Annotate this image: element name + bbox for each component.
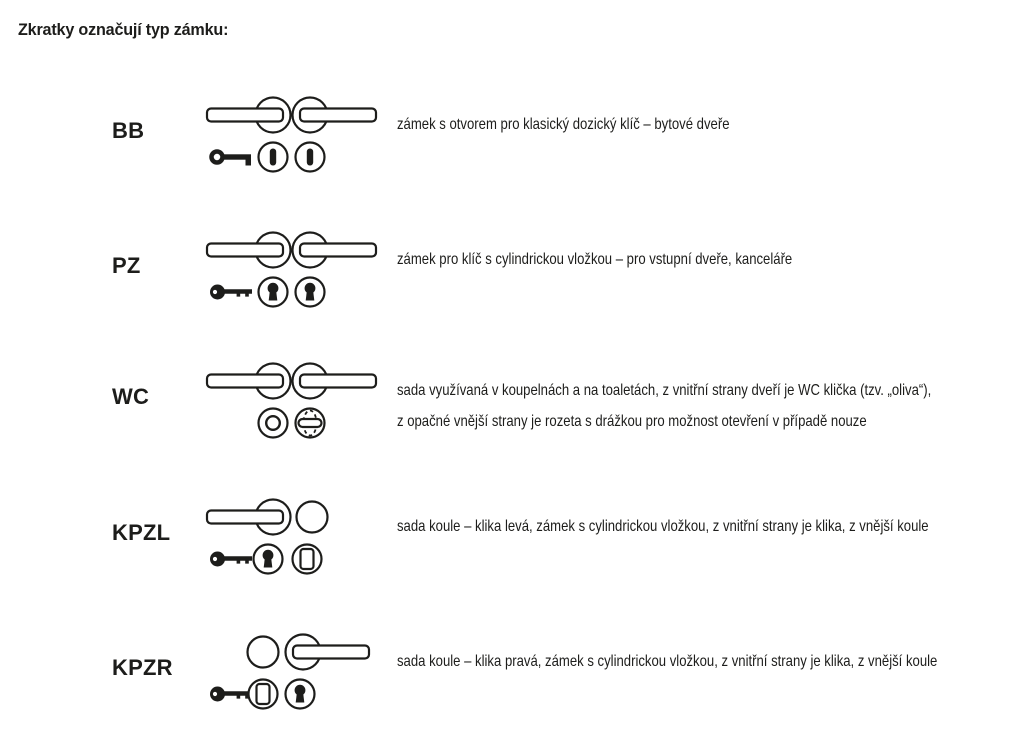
lock-code-wc: WC <box>112 384 150 409</box>
knob-icon <box>248 637 279 668</box>
left-lever-handle-icon <box>207 233 291 268</box>
cylinder-key-icon <box>210 285 252 300</box>
lock-code-kpzl: KPZL <box>112 520 171 545</box>
lock-description <box>397 511 1011 542</box>
right-lever-handle-icon <box>293 233 377 268</box>
pz-keyhole-rosette-icon <box>296 278 325 307</box>
description-line: z opačné vnější strany je rozeta s drážkou pro možnost otevření v případě nouze <box>397 413 867 430</box>
cylinder-rosette-icon <box>249 680 278 709</box>
description-line: sada koule – klika levá, zámek s cylindrickou vložkou, z vnitřní strany je klika, z vnější koule <box>397 518 929 535</box>
right-lever-handle-icon <box>286 635 370 670</box>
description-line: sada využívaná v koupelnách a na toaletách, z vnitřní strany dveří je WC klička (tzv. „oliva“), <box>397 382 932 399</box>
lock-description <box>397 244 1011 275</box>
kpzl-hardware-icon-set <box>205 497 385 577</box>
description-line: zámek s otvorem pro klasický dozický klíč – bytové dveře <box>397 116 730 133</box>
lock-description <box>397 109 1011 140</box>
description-line: zámek pro klíč s cylindrickou vložkou – pro vstupní dveře, kanceláře <box>397 251 793 268</box>
wc-hardware-icon-set <box>205 361 385 441</box>
lock-code-pz: PZ <box>112 253 141 278</box>
lock-description <box>397 646 1011 677</box>
emergency-release-rosette-icon <box>259 409 288 438</box>
left-lever-handle-icon <box>207 500 291 535</box>
knob-icon <box>297 502 328 533</box>
pz-keyhole-rosette-icon <box>254 545 283 574</box>
left-lever-handle-icon <box>207 98 291 133</box>
description-line: sada koule – klika pravá, zámek s cylindrickou vložkou, z vnitřní strany je klika, z vnější koule <box>397 653 938 670</box>
pz-hardware-icon-set <box>205 230 385 310</box>
cylinder-key-icon <box>210 552 252 567</box>
pz-keyhole-rosette-icon <box>259 278 288 307</box>
classic-key-icon <box>212 152 252 166</box>
page-title: Zkratky označují typ zámku: <box>18 20 229 39</box>
bb-hardware-icon-set <box>205 95 385 175</box>
cylinder-rosette-icon <box>293 545 322 574</box>
kpzr-hardware-icon-set <box>205 632 385 712</box>
wc-oliva-rosette-icon <box>296 409 325 438</box>
pz-keyhole-rosette-icon <box>286 680 315 709</box>
bb-keyhole-rosette-icon <box>259 143 288 172</box>
right-lever-handle-icon <box>293 98 377 133</box>
right-lever-handle-icon <box>293 364 377 399</box>
lock-description <box>397 375 1011 437</box>
lock-code-kpzr: KPZR <box>112 655 173 680</box>
left-lever-handle-icon <box>207 364 291 399</box>
lock-code-bb: BB <box>112 118 145 143</box>
bb-keyhole-rosette-icon <box>296 143 325 172</box>
cylinder-key-icon <box>210 687 252 702</box>
